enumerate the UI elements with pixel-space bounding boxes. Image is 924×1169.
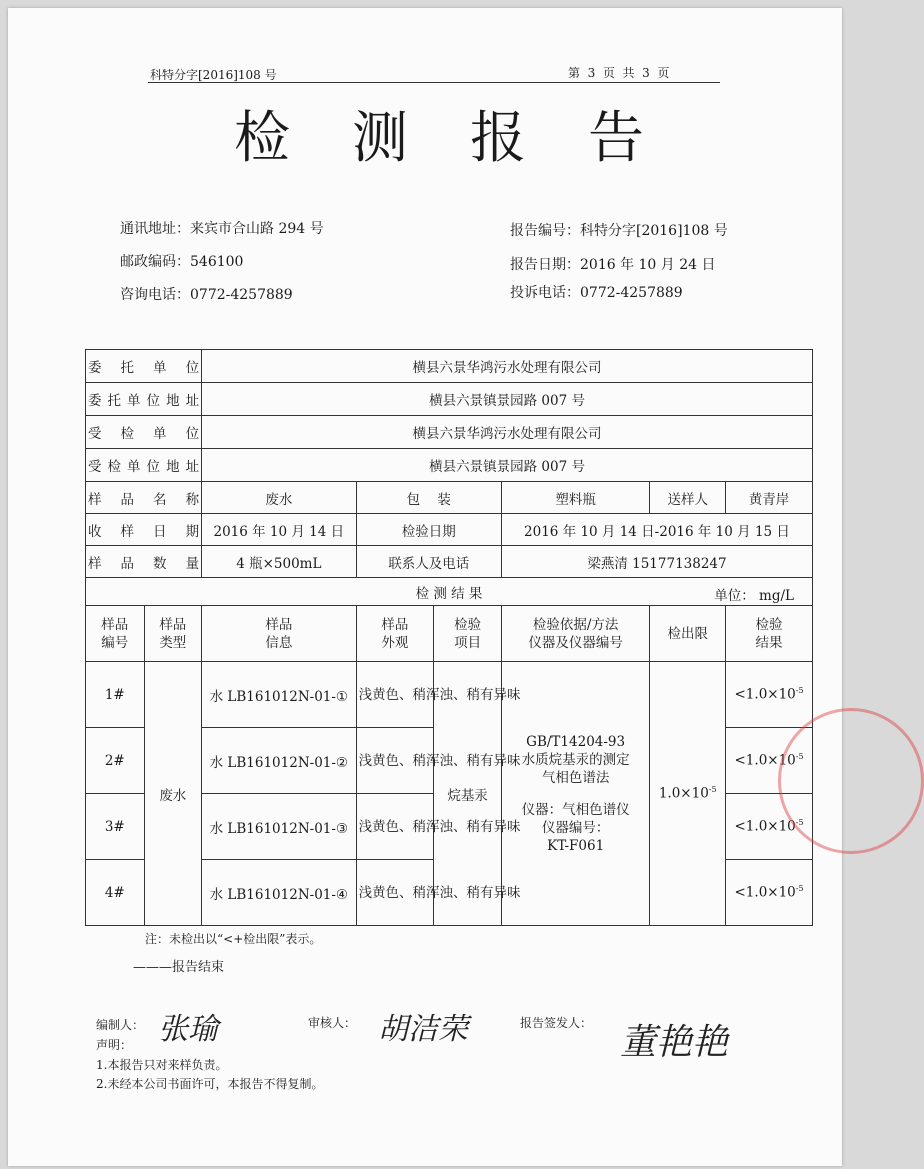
header-method: 检验依据/方法 仪器及仪器编号 <box>501 606 649 662</box>
contact-postcode: 邮政编码：546100 <box>120 254 244 270</box>
row-client-address <box>86 383 813 416</box>
sample-info: 水 LB161012N-01-④ <box>202 860 356 926</box>
sample-name-value: 废水 <box>202 482 356 514</box>
client-address-label: 委托单位地址 <box>86 383 202 416</box>
result-exp: -5 <box>795 686 804 696</box>
report-table <box>85 349 813 926</box>
result-base: <1.0×10 <box>734 818 796 835</box>
header-rule <box>148 82 720 83</box>
result-base: <1.0×10 <box>734 884 796 901</box>
row-results-title <box>86 578 813 606</box>
result-base: <1.0×10 <box>734 686 796 703</box>
test-item: 烷基汞 <box>434 662 502 926</box>
client-address-value: 横县六景镇景园路 007 号 <box>202 383 813 416</box>
row-inspected-address <box>86 449 813 482</box>
package-label: 包 装 <box>356 482 501 514</box>
statement-2: 2.未经本公司书面许可，本报告不得复制。 <box>96 1077 324 1091</box>
header-item: 检验 项目 <box>434 606 502 662</box>
inspected-address-value: 横县六景镇景园路 007 号 <box>202 449 813 482</box>
statement-label: 声明： <box>96 1038 133 1052</box>
test-result <box>726 860 813 926</box>
header-result: 检验 结果 <box>726 606 813 662</box>
results-title: 检 测 结 果 <box>415 585 483 602</box>
company-seal-stamp <box>778 708 924 854</box>
header-limit: 检出限 <box>650 606 726 662</box>
contact-label: 联系人及电话 <box>356 546 501 578</box>
issuer-signature: 董艳艳 <box>620 1022 729 1063</box>
package-value: 塑料瓶 <box>501 482 649 514</box>
method-line-5: 仪器编号： <box>541 819 610 836</box>
method-line-6: KT-F061 <box>547 837 605 854</box>
row-inspected <box>86 416 813 449</box>
result-exp: -5 <box>795 818 804 828</box>
header-sample-info: 样品 信息 <box>202 606 356 662</box>
report-number: 报告编号：科特分字[2016]108 号 <box>510 223 728 239</box>
complaint-phone: 投诉电话：0772-4257889 <box>510 285 683 301</box>
report-page <box>8 8 842 1166</box>
issuer-label: 报告签发人： <box>520 1016 593 1030</box>
header-sample-type: 样品 类型 <box>144 606 202 662</box>
detection-limit <box>650 662 726 926</box>
sample-no: 4# <box>86 860 145 926</box>
sender-label: 送样人 <box>650 482 726 514</box>
result-exp: -5 <box>795 752 804 762</box>
sample-appearance: 浅黄色、稍浑浊、稍有异味 <box>356 860 434 926</box>
row-results-header <box>86 606 813 662</box>
quantity-label: 样品数量 <box>86 546 202 578</box>
results-title-cell <box>86 578 813 606</box>
sample-info: 水 LB161012N-01-③ <box>202 794 356 860</box>
contact-value: 梁燕清 15177138247 <box>501 546 812 578</box>
limit-exp: -5 <box>708 785 717 795</box>
reviewer-signature: 胡洁荣 <box>378 1012 468 1047</box>
sample-no: 1# <box>86 662 145 728</box>
result-row-1 <box>86 662 813 728</box>
sample-appearance: 浅黄色、稍浑浊、稍有异味 <box>356 728 434 794</box>
reviewer-label: 审核人： <box>308 1016 357 1030</box>
contact-address: 通讯地址：来宾市合山路 294 号 <box>120 221 324 237</box>
inspected-value: 横县六景华鸿污水处理有限公司 <box>202 416 813 449</box>
editor-label: 编制人： <box>96 1018 145 1032</box>
row-client <box>86 350 813 383</box>
row-sample-name <box>86 482 813 514</box>
quantity-value: 4 瓶×500mL <box>202 546 356 578</box>
sample-appearance: 浅黄色、稍浑浊、稍有异味 <box>356 794 434 860</box>
row-dates <box>86 514 813 546</box>
receive-date-value: 2016 年 10 月 14 日 <box>202 514 356 546</box>
header-page-info: 第 3 页 共 3 页 <box>568 66 670 80</box>
header-doc-no: 科特分字[2016]108 号 <box>150 68 277 82</box>
row-quantity <box>86 546 813 578</box>
report-title: 检测报告 <box>234 106 706 171</box>
sample-info: 水 LB161012N-01-② <box>202 728 356 794</box>
result-exp: -5 <box>795 884 804 894</box>
test-result <box>726 662 813 728</box>
client-label: 委托单位 <box>86 350 202 383</box>
sample-info: 水 LB161012N-01-① <box>202 662 356 728</box>
sender-value: 黄青岸 <box>726 482 813 514</box>
sample-type: 废水 <box>144 662 202 926</box>
header-appearance: 样品 外观 <box>356 606 434 662</box>
method-line-4: 仪器：气相色谱仪 <box>521 801 630 818</box>
receive-date-label: 收样日期 <box>86 514 202 546</box>
sample-appearance: 浅黄色、稍浑浊、稍有异味 <box>356 662 434 728</box>
result-base: <1.0×10 <box>734 752 796 769</box>
inspected-label: 受检单位 <box>86 416 202 449</box>
report-date: 报告日期：2016 年 10 月 24 日 <box>510 257 716 273</box>
results-unit: 单位： mg/L <box>714 588 794 604</box>
inspected-address-label: 受检单位地址 <box>86 449 202 482</box>
test-date-value: 2016 年 10 月 14 日-2016 年 10 月 15 日 <box>501 514 812 546</box>
editor-signature: 张瑜 <box>158 1012 218 1047</box>
method-line-1: GB/T14204-93 <box>526 733 626 750</box>
header-sample-no: 样品 编号 <box>86 606 145 662</box>
statement-1: 1.本报告只对来样负责。 <box>96 1058 228 1072</box>
footnote: 注：未检出以“<+检出限”表示。 <box>145 932 322 946</box>
test-date-label: 检验日期 <box>356 514 501 546</box>
sample-no: 3# <box>86 794 145 860</box>
limit-base: 1.0×10 <box>658 785 709 802</box>
client-value: 横县六景华鸿污水处理有限公司 <box>202 350 813 383</box>
sample-name-label: 样品名称 <box>86 482 202 514</box>
method-line-3: 气相色谱法 <box>541 769 610 786</box>
method-line-2: 水质烷基汞的测定 <box>521 751 630 768</box>
sample-no: 2# <box>86 728 145 794</box>
contact-phone: 咨询电话：0772-4257889 <box>120 287 293 303</box>
test-method <box>501 662 649 926</box>
report-end: ———报告结束 <box>133 960 225 975</box>
